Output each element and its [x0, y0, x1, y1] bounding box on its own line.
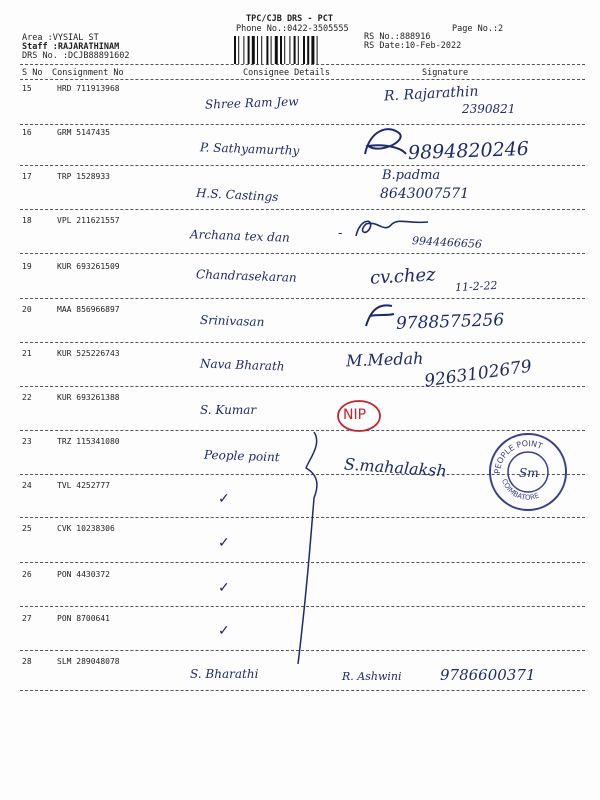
row-consignment: HRD 711913968	[57, 84, 120, 93]
barcode-bar	[234, 36, 236, 64]
row-sno: 17	[22, 172, 32, 181]
barcode-bar	[271, 36, 272, 64]
consignee-handwriting: Chandrasekaran	[195, 267, 297, 285]
consignee-handwriting: People point	[203, 447, 280, 465]
row-sno: 25	[22, 524, 32, 533]
tick-mark: ✓	[218, 581, 230, 596]
barcode-bar	[280, 36, 282, 64]
barcode-bar	[248, 36, 250, 64]
stamp-bottom-text: COIMBATORE	[500, 477, 541, 502]
row-sno: 19	[22, 262, 32, 271]
barcode-bar	[289, 36, 290, 64]
receiver-phone: 9786600371	[440, 666, 536, 684]
barcode-bar	[275, 36, 278, 64]
barcode-bar	[266, 36, 268, 64]
barcode-bar	[298, 36, 299, 64]
row-divider	[20, 253, 585, 254]
receiver-phone: 9263102679	[423, 356, 534, 392]
barcode-bar	[238, 36, 239, 64]
consignee-handwriting: Srinivasan	[199, 312, 265, 330]
stamp-initials: Sm	[519, 466, 539, 480]
row-sno: 28	[22, 657, 32, 666]
row-consignment: CVK 10238306	[57, 524, 115, 533]
barcode	[232, 36, 352, 64]
row-divider	[20, 209, 585, 210]
row-sno: 18	[22, 216, 32, 225]
receiver-signature: S.mahalaksh	[343, 454, 448, 481]
row-consignment: SLM 289048078	[57, 657, 120, 666]
row-divider	[20, 342, 585, 343]
divider	[20, 64, 585, 65]
bracket-stroke	[280, 428, 340, 668]
signature-scribble	[362, 300, 398, 330]
row-sno: 22	[22, 393, 32, 402]
row-consignment: GRM 5147435	[57, 128, 110, 137]
receiver-signature: R. Rajarathin	[383, 83, 479, 105]
signature-scribble	[360, 124, 410, 160]
row-divider	[20, 690, 585, 691]
row-sno: 23	[22, 437, 32, 446]
receiver-phone: 9788575256	[395, 310, 505, 334]
row-divider	[20, 165, 585, 166]
receiver-phone: 9944466656	[411, 234, 483, 251]
receiver-phone: 9894820246	[407, 137, 530, 165]
receiver-signature: R. Ashwini	[342, 670, 402, 683]
row-consignment: VPL 211621557	[57, 216, 120, 225]
rs-number: RS No.:888916	[364, 32, 431, 42]
row-sno: 26	[22, 570, 32, 579]
row-consignment: TVL 4252777	[57, 481, 110, 490]
col-signature: Signature	[422, 68, 469, 78]
tick-mark: ✓	[218, 536, 230, 551]
row-divider	[20, 298, 585, 299]
phone-number: Phone No.:0422-3505555	[236, 24, 349, 34]
barcode-bar	[294, 36, 296, 64]
col-consignee: Consignee Details	[243, 68, 330, 78]
receiver-signature: M.Medah	[345, 348, 424, 371]
barcode-bar	[243, 36, 244, 64]
consignee-handwriting: P. Sathyamurthy	[199, 140, 300, 158]
row-divider	[20, 386, 585, 387]
barcode-bar	[317, 36, 318, 64]
consignee-handwriting: Nava Bharath	[199, 356, 285, 374]
row-sno: 27	[22, 614, 32, 623]
row-consignment: KUR 693261388	[57, 393, 120, 402]
sheet-title: TPC/CJB DRS - PCT	[246, 14, 333, 24]
barcode-bar	[284, 36, 285, 64]
receiver-signature: cv.chez	[369, 264, 437, 289]
dash-mark: -	[338, 226, 343, 241]
col-sno: S No	[22, 68, 43, 78]
barcode-bar	[307, 36, 309, 64]
nip-mark: NIP	[343, 407, 367, 423]
col-consignment: Consignment No	[52, 68, 124, 78]
row-sno: 24	[22, 481, 32, 490]
consignee-handwriting: Shree Ram Jew	[204, 94, 299, 112]
page-number: Page No.:2	[452, 24, 504, 34]
sign-date: 11-2-22	[454, 278, 498, 295]
staff: Staff :RAJARATHINAM	[22, 42, 120, 52]
barcode-bar	[311, 36, 314, 64]
company-stamp	[486, 430, 570, 514]
receiver-phone: 2390821	[462, 102, 516, 116]
row-divider	[20, 124, 585, 125]
barcode-bar	[303, 36, 305, 64]
row-sno: 15	[22, 84, 32, 93]
row-consignment: TRZ 115341080	[57, 437, 120, 446]
receiver-signature: B.padma	[382, 168, 441, 183]
row-consignment: PON 8700641	[57, 614, 110, 623]
row-consignment: MAA 856966897	[57, 305, 120, 314]
tick-mark: ✓	[218, 624, 230, 639]
consignee-handwriting: H.S. Castings	[195, 185, 279, 205]
barcode-bar	[261, 36, 262, 64]
receiver-phone: 8643007571	[380, 186, 470, 202]
tick-mark: ✓	[218, 492, 230, 507]
rs-date: RS Date:10-Feb-2022	[364, 41, 462, 51]
row-sno: 21	[22, 349, 32, 358]
row-consignment: KUR 525226743	[57, 349, 120, 358]
drs-number: DRS No. :DCJB88891602	[22, 51, 130, 61]
row-sno: 16	[22, 128, 32, 137]
row-consignment: KUR 693261509	[57, 262, 120, 271]
divider	[20, 79, 585, 80]
consignee-handwriting: Archana tex dan	[189, 227, 290, 245]
row-sno: 20	[22, 305, 32, 314]
stamp-top-text: PEOPLE POINT	[492, 438, 544, 475]
row-consignment: PON 4430372	[57, 570, 110, 579]
barcode-bar	[252, 36, 255, 64]
area: Area :VYSIAL ST	[22, 33, 99, 43]
row-consignment: TRP 1528933	[57, 172, 110, 181]
consignee-handwriting: S. Bharathi	[190, 667, 259, 681]
consignee-handwriting: S. Kumar	[200, 403, 257, 417]
barcode-bar	[257, 36, 258, 64]
